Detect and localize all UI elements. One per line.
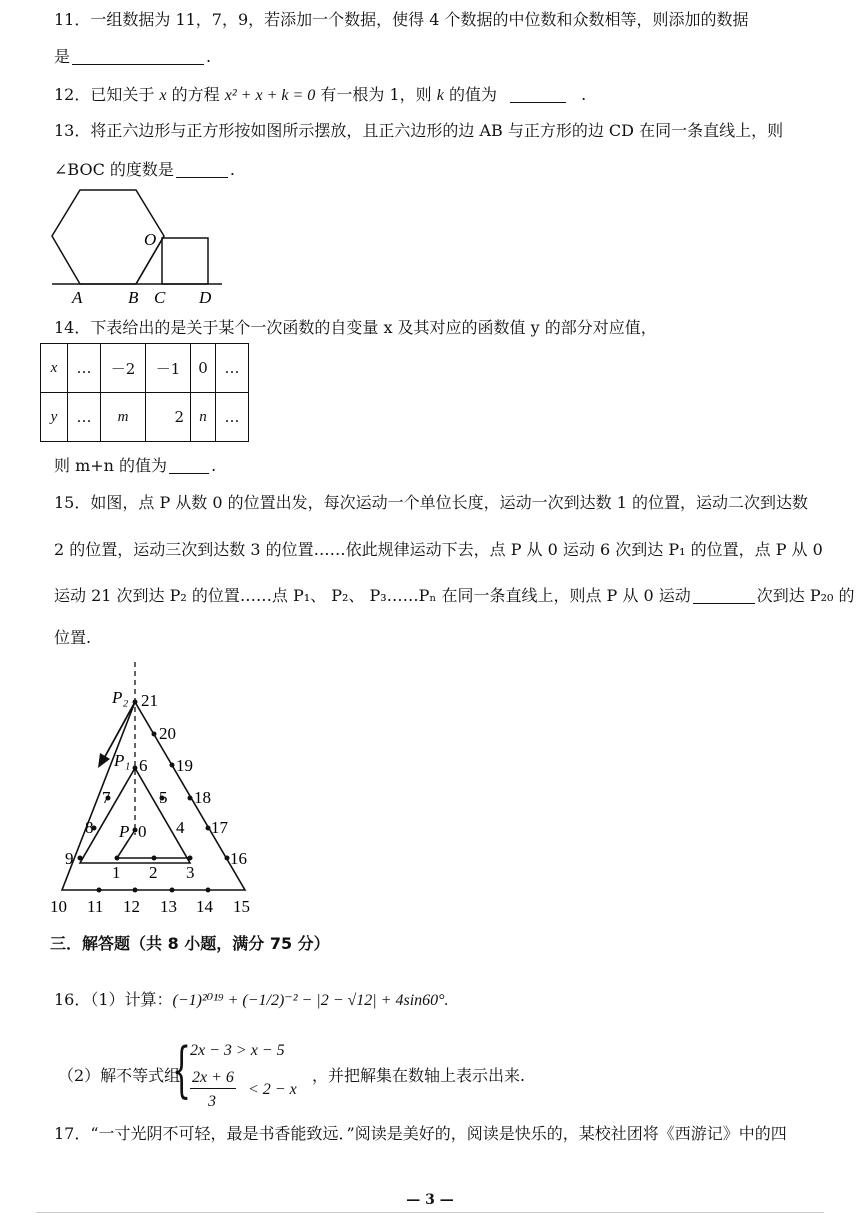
- q16-part2-suffix: ，并把解集在数轴上表示出来.: [312, 1066, 526, 1085]
- num-7: 7: [102, 788, 111, 807]
- q14-value-table: [40, 343, 249, 442]
- num-15: 15: [233, 897, 250, 916]
- q14-after: [54, 456, 216, 476]
- label-C: C: [154, 288, 166, 307]
- q12-var-k: k: [436, 87, 444, 104]
- q13-prefix: ∠BOC 的度数是: [54, 160, 174, 179]
- num-16: 16: [230, 849, 247, 868]
- q12-mid3: 的值为: [448, 85, 497, 104]
- q13-line2: [54, 160, 235, 180]
- q15-answer-blank: [693, 587, 755, 604]
- q16-ineq2-num: 2x + 6: [190, 1068, 236, 1089]
- table-cell: …: [216, 393, 249, 442]
- q12-var-x: x: [159, 87, 167, 104]
- label-P1: P₁: [114, 751, 131, 770]
- q15-line2: 2 的位置，运动三次到达数 3 的位置……依此规律运动下去，点 P 从 0 运动 6 次到达 P₁ 的位置，点 P 从 0: [54, 540, 823, 559]
- q16-part1: [54, 990, 449, 1011]
- label-D: D: [199, 288, 212, 307]
- table-cell: y: [41, 393, 68, 442]
- table-cell: 2: [146, 393, 191, 442]
- q15-triangle-figure: [40, 660, 280, 922]
- label-O: O: [144, 230, 157, 249]
- table-cell: －1: [146, 344, 191, 393]
- q17-line1: 17．“一寸光阴不可轻，最是书香能致远．”阅读是美好的，阅读是快乐的，某校社团将《西游记》中的四: [54, 1124, 787, 1143]
- num-10: 10: [50, 897, 67, 916]
- direction-arrow-head: [98, 753, 110, 768]
- num-6: 6: [139, 756, 148, 775]
- num-20: 20: [159, 724, 176, 743]
- num-19: 19: [176, 756, 193, 775]
- q12-line: [54, 85, 586, 106]
- num-8: 8: [85, 818, 94, 837]
- q11-line1: 11．一组数据为 11，7，9，若添加一个数据，使得 4 个数据的中位数和众数相等，则添加的数据: [54, 10, 749, 29]
- q15-line3: [54, 586, 855, 606]
- q15-line4: 位置.: [54, 628, 92, 647]
- num-18: 18: [194, 788, 211, 807]
- table-cell: m: [101, 393, 146, 442]
- q16-ineq1: 2x − 3 > x − 5: [190, 1042, 285, 1059]
- q11-prefix: 是: [54, 47, 71, 66]
- table-cell: n: [191, 393, 216, 442]
- table-cell: －2: [101, 344, 146, 393]
- table-cell: x: [41, 344, 68, 393]
- num-4: 4: [176, 818, 185, 837]
- num-3: 3: [186, 863, 195, 882]
- q14-answer-blank: [169, 457, 209, 474]
- num-13: 13: [160, 897, 177, 916]
- section-3-title: 三．解答题（共 8 小题，满分 75 分）: [50, 934, 330, 953]
- table-cell: …: [216, 344, 249, 393]
- num-1: 1: [112, 863, 121, 882]
- q11-line2: [54, 47, 211, 67]
- num-12: 12: [123, 897, 140, 916]
- table-cell: …: [68, 393, 101, 442]
- label-A: A: [72, 288, 83, 307]
- outer-triangle: [62, 702, 245, 890]
- label-P2: P₂: [112, 688, 129, 707]
- q11-suffix: .: [206, 47, 212, 66]
- q15-line3-suffix: 次到达 P₂₀ 的: [756, 586, 855, 605]
- q14-intro: 14．下表给出的是关于某个一次函数的自变量 x 及其对应的函数值 y 的部分对应值，: [54, 318, 657, 337]
- num-11: 11: [87, 897, 104, 916]
- q14-after-suffix: .: [211, 456, 217, 475]
- q13-hexagon-square-figure: [40, 186, 240, 308]
- q16-part1-expression: (−1)²⁰¹⁹ + (−1/2)⁻² − |2 − √12| + 4sin60°.: [172, 992, 449, 1009]
- num-9: 9: [65, 849, 74, 868]
- label-P: P: [119, 822, 130, 841]
- square: [162, 238, 208, 284]
- num-21: 21: [141, 691, 158, 710]
- q12-suffix: .: [581, 85, 587, 104]
- table-row-y: [41, 393, 249, 442]
- num-17: 17: [211, 818, 228, 837]
- q13-answer-blank: [176, 161, 228, 178]
- q14-after-prefix: 则 m+n 的值为: [54, 456, 168, 475]
- q12-mid2: 有一根为 1，则: [320, 85, 432, 104]
- q12-equation: x² + x + k = 0: [224, 87, 316, 104]
- page-number: — 3 —: [406, 1192, 454, 1208]
- q12-answer-blank: [510, 86, 566, 103]
- num-0: 0: [138, 822, 147, 841]
- brace-icon: {: [172, 1035, 192, 1105]
- q16-ineq2-rest: < 2 − x: [248, 1081, 297, 1098]
- table-row-x: [41, 344, 249, 393]
- q16-part2-prefix: （2）解不等式组: [58, 1066, 181, 1085]
- q11-answer-blank: [72, 48, 204, 65]
- q15-line1: 15．如图，点 P 从数 0 的位置出发，每次运动一个单位长度，运动一次到达数 1 的位置，运动二次到达数: [54, 493, 809, 512]
- q13-line1: 13．将正六边形与正方形按如图所示摆放，且正六边形的边 AB 与正方形的边 CD 在同一条直线上，则: [54, 121, 784, 140]
- q12-prefix: 12．已知关于: [54, 85, 155, 104]
- num-5: 5: [159, 788, 168, 807]
- q16-part1-prefix: 16．（1）计算：: [54, 990, 173, 1009]
- table-cell: …: [68, 344, 101, 393]
- q13-suffix: .: [229, 160, 236, 179]
- num-2: 2: [149, 863, 158, 882]
- bottom-divider: [36, 1212, 824, 1213]
- num-14: 14: [196, 897, 213, 916]
- q15-line3-prefix: 运动 21 次到达 P₂ 的位置……点 P₁、 P₂、 P₃……Pₙ 在同一条直线上，则点 P 从 0 运动: [54, 586, 691, 605]
- q16-ineq2-den: 3: [208, 1093, 216, 1110]
- q12-mid1: 的方程: [171, 85, 220, 104]
- label-B: B: [128, 288, 139, 307]
- table-cell: 0: [191, 344, 216, 393]
